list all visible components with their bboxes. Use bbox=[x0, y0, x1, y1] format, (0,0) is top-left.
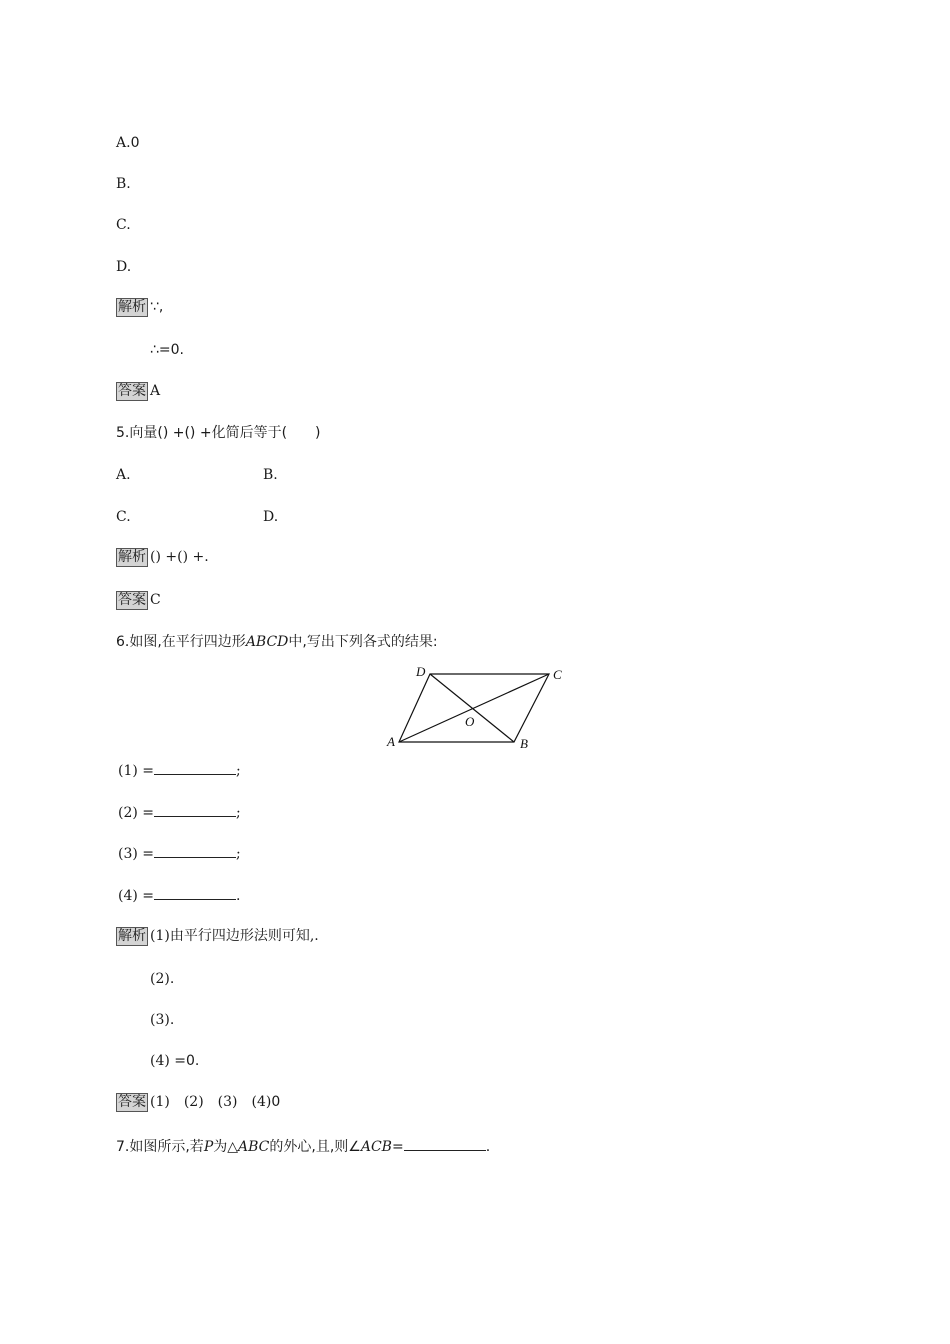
parallelogram-figure bbox=[384, 664, 574, 752]
vertex-label-a: A bbox=[387, 734, 395, 749]
q6-stem-name: ABCD bbox=[245, 634, 289, 650]
q5-answer bbox=[116, 591, 161, 610]
q7-stem-eq: = bbox=[391, 1139, 404, 1155]
vertex-label-c: C bbox=[553, 667, 562, 682]
q6-number: 6. bbox=[116, 634, 130, 650]
q4-option-b: B. bbox=[116, 176, 131, 192]
answer-blank[interactable] bbox=[404, 1137, 486, 1151]
q7-number: 7. bbox=[116, 1139, 130, 1155]
q6-item-2 bbox=[118, 803, 241, 822]
analysis-tag: 解析 bbox=[118, 299, 146, 315]
q6-answer-value: 0 bbox=[271, 1094, 281, 1110]
q6-analysis-4 bbox=[150, 1052, 199, 1070]
q6-answer bbox=[116, 1093, 280, 1112]
q7-stem bbox=[116, 1137, 490, 1156]
vertex-label-b: B bbox=[520, 736, 528, 751]
q5-option-d: D. bbox=[263, 509, 279, 525]
answer-tag: 答案 bbox=[118, 1094, 146, 1110]
q5-option-c: C. bbox=[116, 509, 131, 525]
q5-analysis-text: () +() +. bbox=[150, 549, 209, 565]
q6-stem-pre: 如图,在平行四边形 bbox=[129, 634, 246, 650]
q4-option-a bbox=[116, 134, 139, 152]
q4-option-a-value: 0 bbox=[130, 135, 140, 151]
answer-tag: 答案 bbox=[118, 592, 146, 608]
analysis-tag: 解析 bbox=[118, 549, 146, 565]
q6-item-2-end: ; bbox=[236, 805, 241, 821]
q5-stem-text: 向量() +() +化简后等于( ) bbox=[129, 425, 321, 441]
q6-item-4 bbox=[118, 886, 240, 905]
diagonal-bd bbox=[430, 674, 514, 742]
q5-analysis bbox=[116, 548, 209, 567]
q6-item-3-end: ; bbox=[236, 846, 241, 862]
center-label-o: O bbox=[465, 714, 475, 729]
q7-stem-p: P bbox=[203, 1139, 214, 1155]
q7-stem-end: . bbox=[485, 1139, 491, 1155]
therefore-symbol: ∴ bbox=[150, 342, 159, 358]
q7-stem-acb: ACB bbox=[360, 1139, 392, 1155]
q6-answer-text: (1) (2) (3) (4) bbox=[150, 1094, 272, 1110]
q6-item-4-label: (4) = bbox=[118, 888, 155, 904]
q4-option-d: D. bbox=[116, 259, 132, 275]
q6-stem-post: 中,写出下列各式的结果: bbox=[288, 634, 438, 650]
q7-stem-abc: ABC bbox=[238, 1139, 270, 1155]
diagonal-ac bbox=[399, 674, 549, 742]
q6-item-3 bbox=[118, 844, 241, 863]
q6-item-1 bbox=[118, 761, 241, 780]
vertex-label-d: D bbox=[416, 664, 426, 679]
q4-analysis-text: ∵, bbox=[150, 299, 164, 315]
q6-item-3-label: (3) = bbox=[118, 846, 155, 862]
q4-option-a-label: A. bbox=[116, 135, 131, 151]
q6-item-4-end: . bbox=[236, 888, 241, 904]
q6-item-1-label: (1) = bbox=[118, 763, 155, 779]
q7-stem-mid: 为△ bbox=[213, 1139, 239, 1155]
answer-blank[interactable] bbox=[154, 886, 236, 900]
answer-blank[interactable] bbox=[154, 803, 236, 817]
q6-analysis-4-label: (4) = bbox=[150, 1053, 187, 1069]
analysis-tag: 解析 bbox=[118, 928, 146, 944]
q5-answer-value: C bbox=[150, 592, 161, 608]
q6-analysis-2: (2). bbox=[150, 971, 175, 987]
q7-stem-pre: 如图所示,若 bbox=[129, 1139, 204, 1155]
q5-stem bbox=[116, 424, 321, 442]
q4-analysis-conclusion-text: =0. bbox=[158, 342, 185, 358]
q5-option-b: B. bbox=[263, 467, 278, 483]
q5-number: 5. bbox=[116, 425, 130, 441]
answer-blank[interactable] bbox=[154, 761, 236, 775]
q4-analysis bbox=[116, 298, 163, 317]
q6-analysis-1: (1)由平行四边形法则可知,. bbox=[150, 928, 319, 944]
q4-answer-value: A bbox=[150, 383, 161, 399]
q6-item-2-label: (2) = bbox=[118, 805, 155, 821]
answer-tag: 答案 bbox=[118, 383, 146, 399]
q4-analysis-conclusion bbox=[150, 341, 184, 359]
q6-analysis-4-value: 0. bbox=[186, 1053, 200, 1069]
q6-stem bbox=[116, 633, 438, 651]
q7-stem-mid2: 的外心,且,则∠ bbox=[269, 1139, 361, 1155]
answer-blank[interactable] bbox=[154, 844, 236, 858]
q4-answer bbox=[116, 382, 160, 401]
q5-option-a: A. bbox=[116, 467, 131, 483]
q4-option-c: C. bbox=[116, 217, 131, 233]
q6-analysis-3: (3). bbox=[150, 1012, 175, 1028]
q6-item-1-end: ; bbox=[236, 763, 241, 779]
q6-analysis bbox=[116, 927, 319, 946]
